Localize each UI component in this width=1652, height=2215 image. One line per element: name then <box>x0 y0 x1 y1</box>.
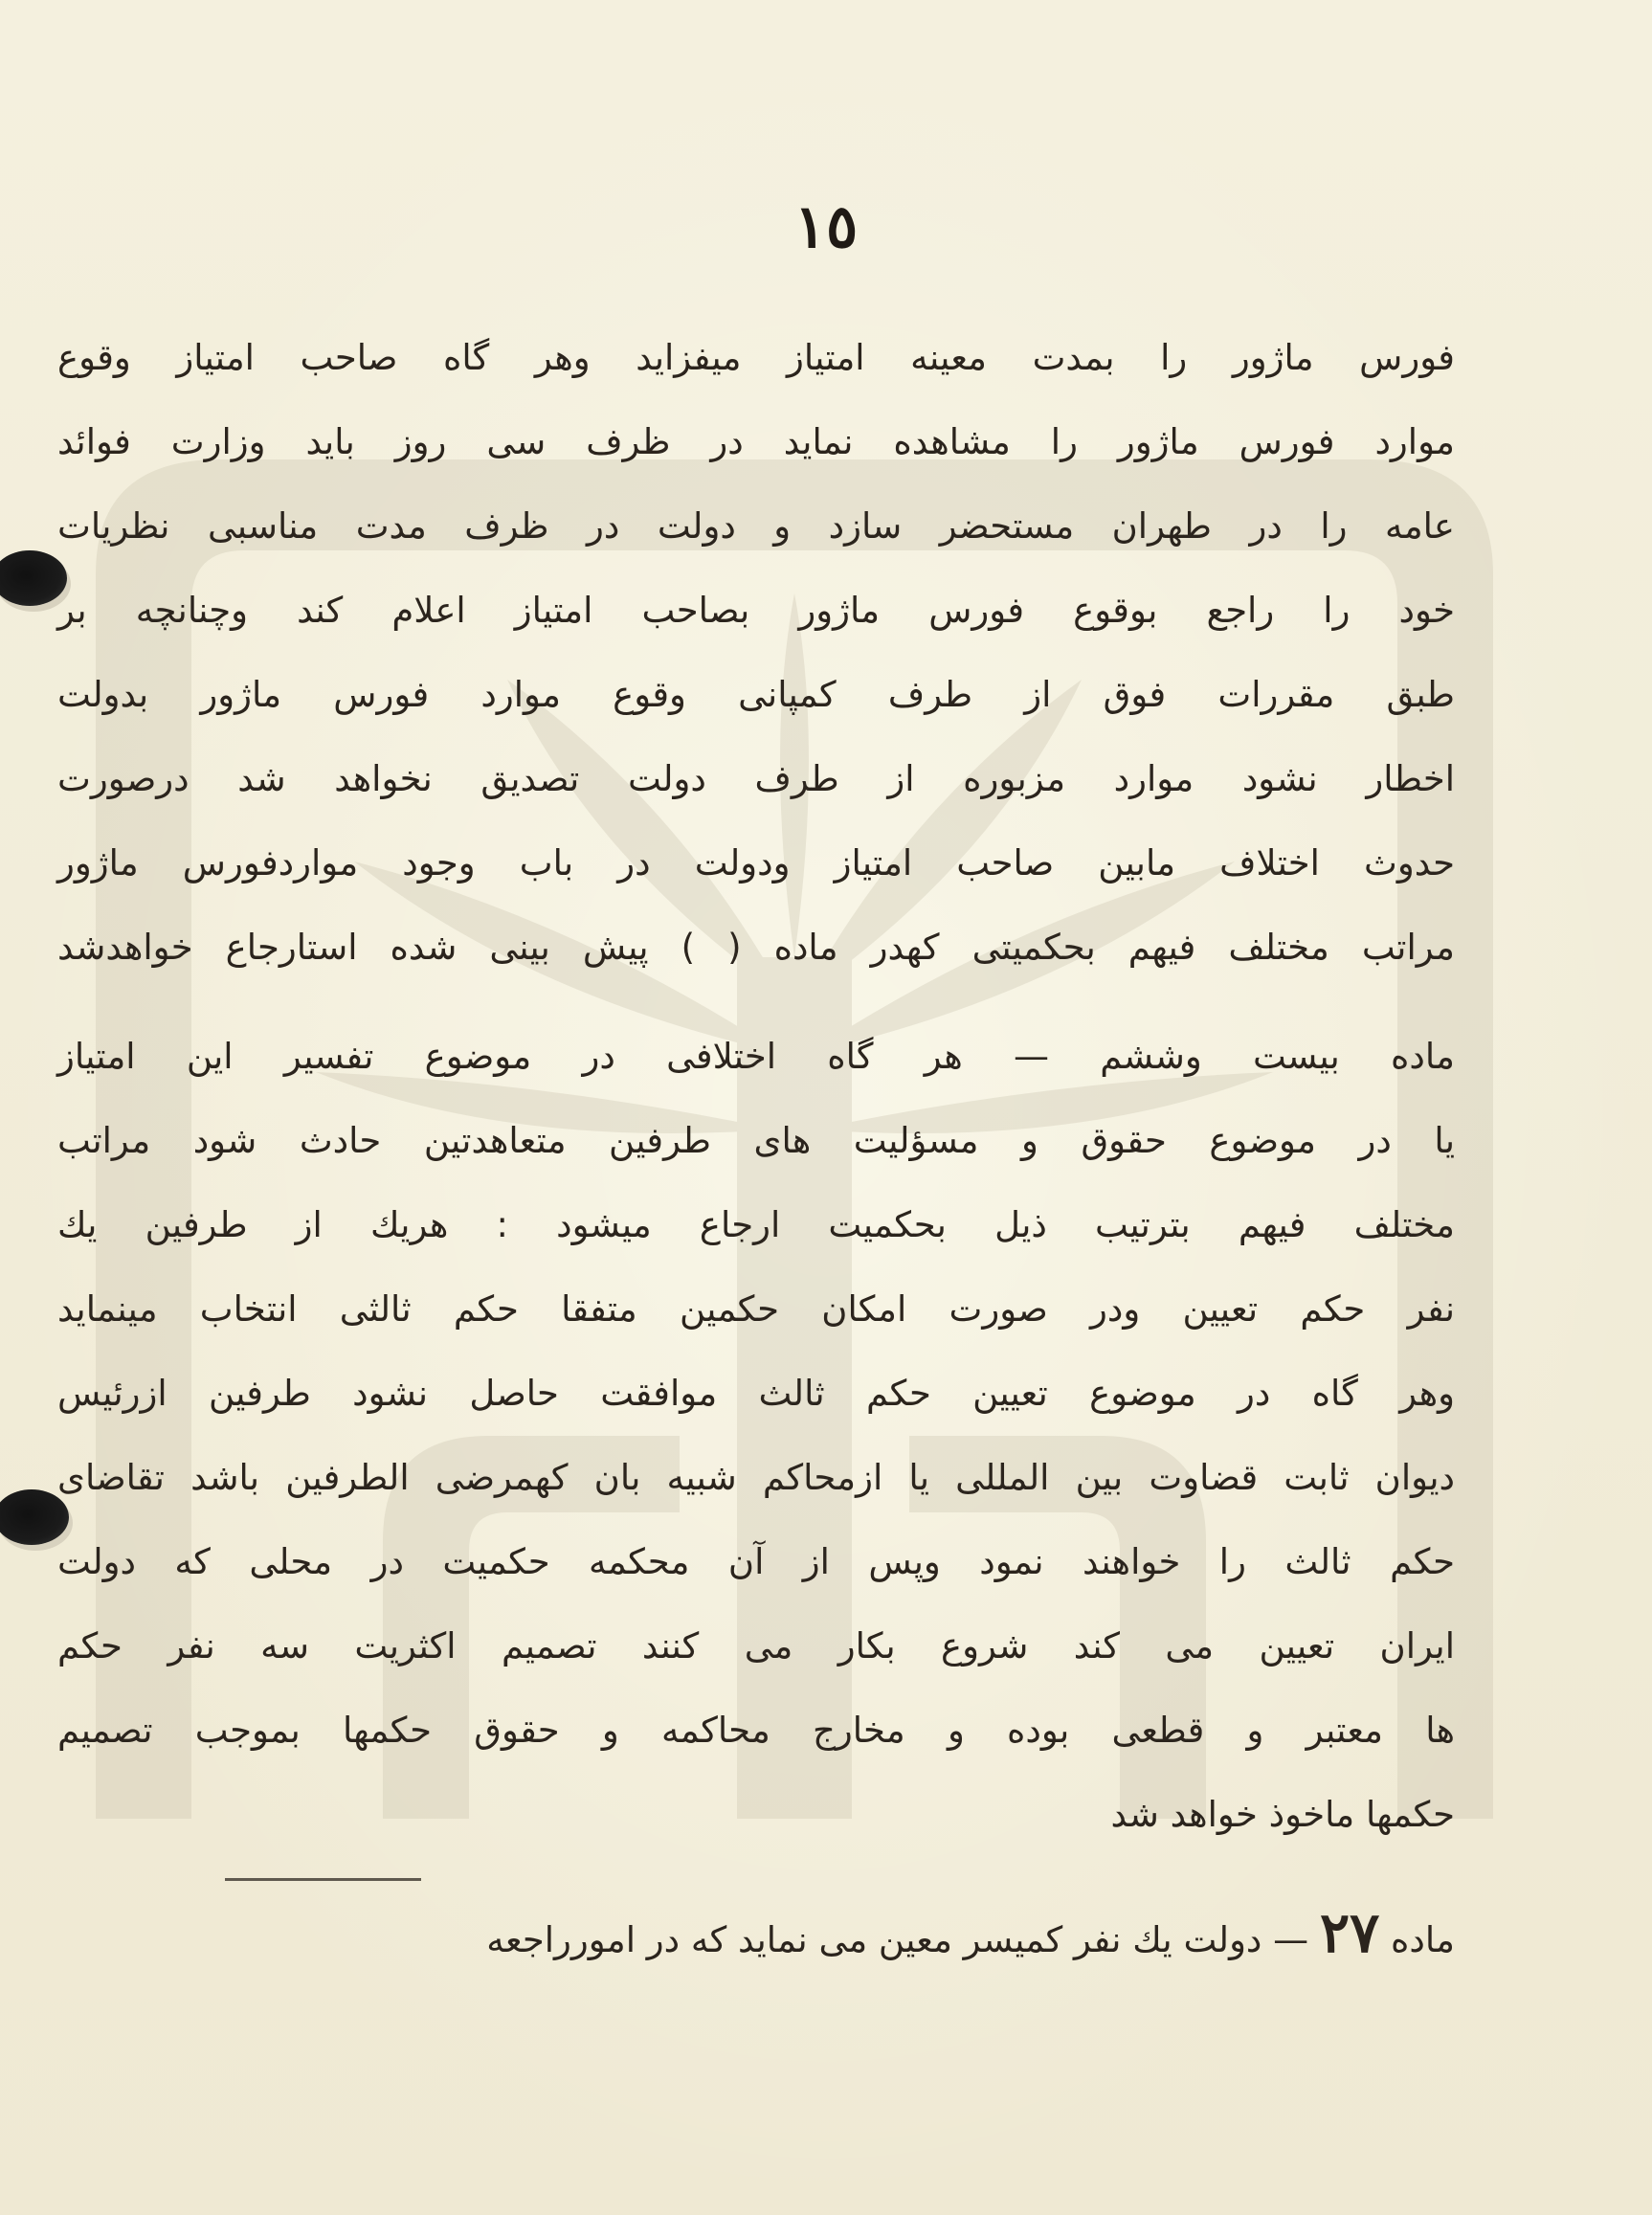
page-number: ١٥ <box>793 191 859 261</box>
text-line: دیوان ثابت قضاوت بین المللی یا ازمحاکم شبیه بان کهمرضی الطرفین باشد تقاضای <box>57 1457 1455 1498</box>
text-line: فورس ماژور را بمدت معینه امتیاز میفزاید وهر گاه صاحب امتیاز وقوع <box>57 337 1455 378</box>
text-line: حدوث اختلاف مابین صاحب امتیاز ودولت در باب وجود مواردفورس ماژور <box>57 842 1455 884</box>
text-line: مختلف فیهم بترتیب ذیل بحکمیت ارجاع میشود : هریك از طرفین یك <box>57 1204 1455 1245</box>
text-line: حکم ثالث را خواهند نمود وپس از آن محکمه حکمیت در محلی که دولت <box>57 1541 1455 1582</box>
text-line: ها معتبر و قطعی بوده و مخارج محاکمه و حقوق حکمها بموجب تصمیم <box>57 1710 1455 1751</box>
separator-rule <box>225 1878 421 1881</box>
text-line: مراتب مختلف فیهم بحکمیتی کهدر ماده ( ) پیش بینی شده استارجاع خواهدشد <box>57 927 1455 968</box>
text-line: موارد فورس ماژور را مشاهده نماید در ظرف سی روز باید وزارت فوائد <box>57 421 1455 462</box>
paragraph-article-26 <box>57 1015 1455 1857</box>
article-text: — دولت یك نفر کمیسر معین می نماید که در امورراجعه <box>486 1919 1309 1960</box>
text-line: نفر حکم تعیین ودر صورت امکان حکمین متفقا حکم ثالثی انتخاب مینماید <box>57 1288 1455 1330</box>
text-line: طبق مقررات فوق از طرف کمپانی وقوع موارد فورس ماژور بدولت <box>57 674 1455 715</box>
text-line: خود را راجع بوقوع فورس ماژور بصاحب امتیاز اعلام کند وچنانچه بر <box>57 590 1455 631</box>
text-line: ماده بیست وششم — هر گاه اختلافی در موضوع تفسیر این امتیاز <box>57 1036 1455 1077</box>
text-line: حکمها ماخوذ خواهد شد <box>1110 1794 1455 1835</box>
text-line: وهر گاه در موضوع تعیین حکم ثالث موافقت حاصل نشود طرفین ازرئیس <box>57 1373 1455 1414</box>
paragraph-force-majeure <box>57 316 1455 990</box>
paragraph-article-27 <box>57 1891 1455 1975</box>
text-line: ایران تعیین می کند شروع بکار می کنند تصمیم اکثریت سه نفر حکم <box>57 1625 1455 1667</box>
text-line: یا در موضوع حقوق و مسؤلیت های طرفین متعاهدتین حادث شود مراتب <box>57 1120 1455 1161</box>
text-line: اخطار نشود موارد مزبوره از طرف دولت تصدیق نخواهد شد درصورت <box>57 758 1455 799</box>
text-line: عامه را در طهران مستحضر سازد و دولت در ظرف مدت مناسبی نظریات <box>57 505 1455 547</box>
text-line <box>57 1891 1455 1975</box>
article-label: ماده <box>1391 1919 1455 1960</box>
article-number: ٢٧ <box>1319 1900 1380 1965</box>
